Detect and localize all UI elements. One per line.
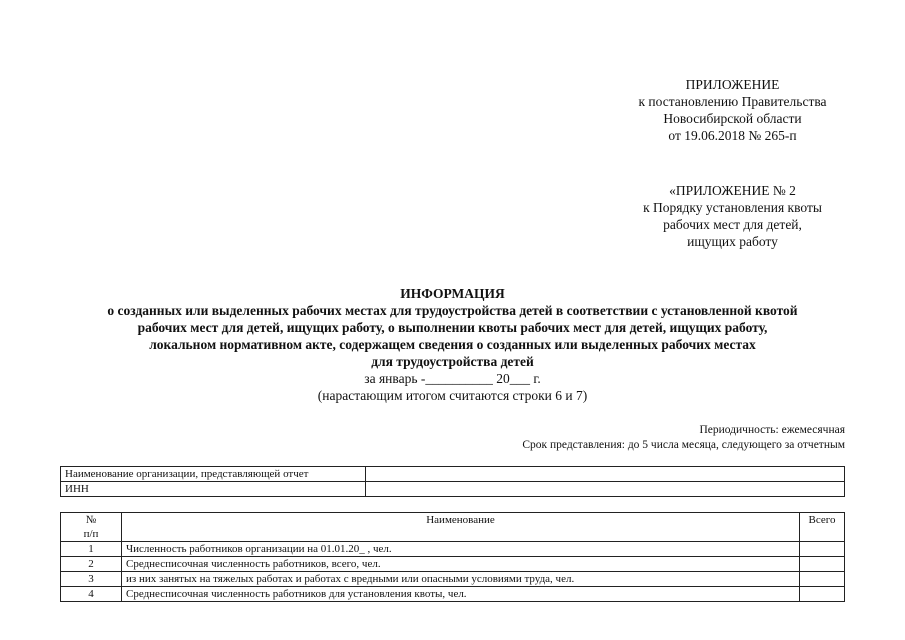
col-header-num: № п/п [61,513,122,542]
row-name: Среднесписочная численность работников, всего, чел. [122,557,800,572]
appendix-2-line: к Порядку установления квоты [643,200,822,215]
document-subtitle-line: рабочих мест для детей, ищущих работу, о выполнении квоты рабочих мест для детей, ищущих работу, [137,320,768,335]
row-name: Среднесписочная численность работников для установления квоты, чел. [122,587,800,602]
organization-table [60,466,845,497]
inn-field[interactable] [366,482,845,497]
appendix-line: к постановлению Правительства [638,94,827,109]
appendix-2-line: «ПРИЛОЖЕНИЕ № 2 [669,183,796,198]
appendix-2-header [600,182,865,250]
cumulative-note: (нарастающим итогом считаются строки 6 и 7) [317,388,588,403]
table-row [61,542,845,557]
row-total-field[interactable] [800,572,845,587]
periodicity-text: Периодичность: ежемесячная [699,424,845,436]
quota-table [60,512,845,602]
document-subtitle-line: о созданных или выделенных рабочих местах для трудоустройства детей в соответствии с установленной квотой [107,303,798,318]
inn-label: ИНН [61,482,366,497]
appendix-line: ПРИЛОЖЕНИЕ [685,77,780,92]
document-subtitle-line: для трудоустройства детей [371,354,534,369]
table-row [61,557,845,572]
deadline-text: Срок представления: до 5 числа месяца, следующего за отчетным [522,439,845,451]
row-name: Численность работников организации на 01.01.20_ , чел. [122,542,800,557]
document-heading: ИНФОРМАЦИЯ [400,286,505,301]
row-total-field[interactable] [800,557,845,572]
appendix-2-line: рабочих мест для детей, [663,217,802,232]
appendix-line: Новосибирской области [663,111,802,126]
org-name-field[interactable] [366,467,845,482]
appendix-header [600,76,865,144]
table-row [61,587,845,602]
reporting-period: за январь -__________ 20___ г. [364,371,541,386]
row-total-field[interactable] [800,542,845,557]
appendix-2-line: ищущих работу [687,234,778,249]
table-row [61,467,845,482]
row-number: 3 [61,572,122,587]
row-number: 2 [61,557,122,572]
table-row [61,482,845,497]
appendix-line: от 19.06.2018 № 265-п [668,128,797,143]
col-header-total: Всего [800,513,845,542]
row-name: из них занятых на тяжелых работах и работах с вредными или опасными условиями труда, чел. [122,572,800,587]
row-number: 4 [61,587,122,602]
document-subtitle-line: локальном нормативном акте, содержащем сведения о созданных или выделенных рабочих местах [149,337,756,352]
org-name-label: Наименование организации, представляющей отчет [61,467,366,482]
row-total-field[interactable] [800,587,845,602]
table-row [61,572,845,587]
col-header-name: Наименование [122,513,800,542]
row-number: 1 [61,542,122,557]
table-header-row [61,513,845,542]
document-title-block [40,285,865,404]
